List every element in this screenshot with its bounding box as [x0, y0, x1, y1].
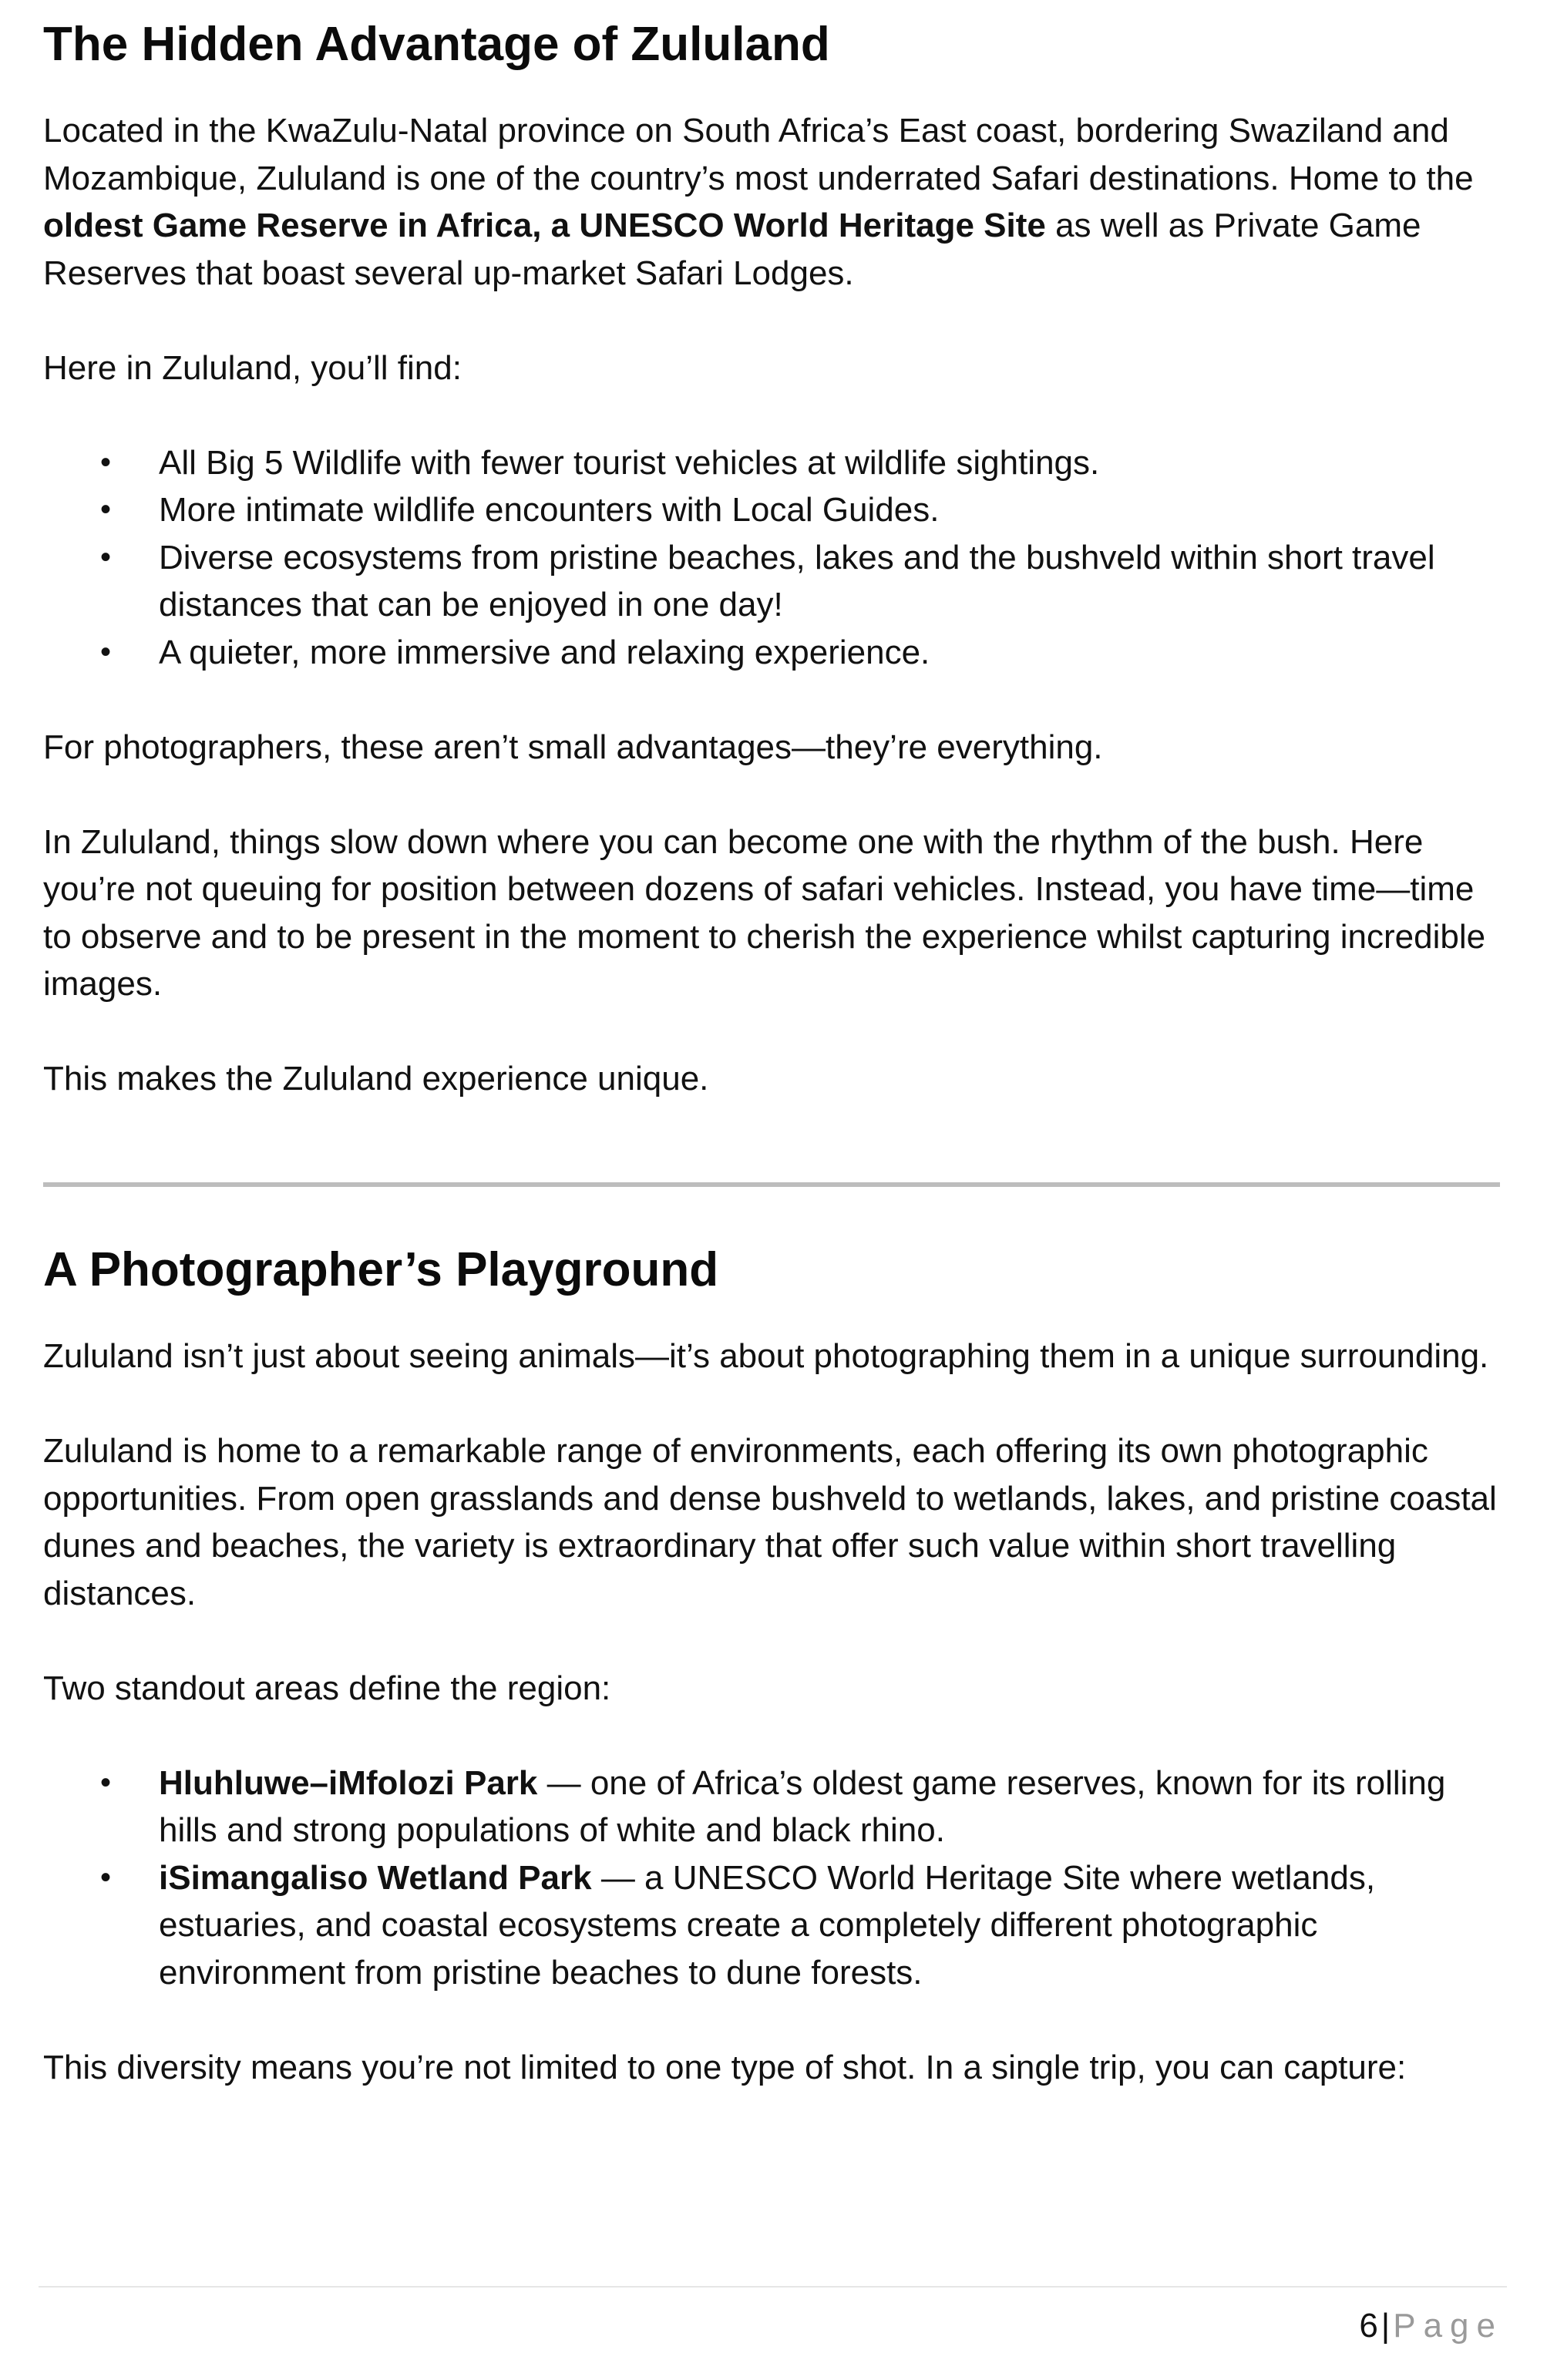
intro-bold-text: oldest Game Reserve in Africa, a UNESCO World Heritage Site — [43, 207, 1046, 244]
intro-text: Located in the KwaZulu-Natal province on South Africa’s East coast, bordering Swaziland and Mozambique, Zululand is one of the country’s most underrated Safari destinations. Home to the — [43, 112, 1474, 197]
section-title: A Photographer’s Playground — [43, 1243, 719, 1296]
unique-paragraph: This makes the Zululand experience unique. — [43, 1060, 709, 1098]
list-item — [43, 439, 1508, 487]
footer-divider — [39, 2286, 1507, 2288]
area-name: Hluhluwe–iMfolozi Park — [159, 1763, 538, 1802]
list-item — [43, 1760, 1508, 1854]
area-description: — a UNESCO World Heritage Site where wetlands, estuaries, and coastal ecosystems create a completely different photographic environment from pristine beaches to dune forests. — [159, 1858, 1376, 1992]
page-label: Page — [1393, 2307, 1503, 2345]
playground-paragraph-2: Zululand is home to a remarkable range of environments, each offering its own photographic opportunities. From open grasslands and dense bushveld to wetlands, lakes, and pristine coastal dunes and beaches, the variety is extraordinary that offer such value within short travelling distances. — [43, 1432, 1497, 1612]
areas-lead: Two standout areas define the region: — [43, 1669, 611, 1707]
section-hidden-advantage — [43, 12, 1508, 1103]
page-footer — [1359, 2304, 1503, 2348]
intro-text-end: as well as Private Game Reserves that boast several up-market Safari Lodges. — [43, 207, 1421, 292]
slow-down-paragraph: In Zululand, things slow down where you can become one with the rhythm of the bush. Here you’re not queuing for position between dozens of safari vehicles. Instead, you have time—time to observe and to be present in the moment to cherish the experience whilst capturing incredible images. — [43, 822, 1486, 1003]
intro-paragraph — [43, 107, 1508, 297]
list-item — [43, 486, 1508, 534]
playground-paragraph-1: Zululand isn’t just about seeing animals—it’s about photographing them in a unique surrounding. — [43, 1337, 1489, 1375]
section-photographers-playground — [43, 1238, 1508, 2091]
bullet-icon: • — [100, 1860, 112, 1894]
list-item — [43, 629, 1508, 677]
bullet-icon: • — [100, 540, 112, 574]
list-item-text: A quieter, more immersive and relaxing experience. — [159, 633, 930, 671]
bullet-icon: • — [100, 492, 112, 526]
list-item-text: More intimate wildlife encounters with Local Guides. — [159, 491, 940, 529]
bullet-icon: • — [100, 634, 112, 669]
list-item — [43, 534, 1508, 629]
list-item-text: Diverse ecosystems from pristine beaches, lakes and the bushveld within short travel distances that can be enjoyed in one day! — [159, 538, 1435, 624]
list-item — [43, 1854, 1508, 1997]
bullet-icon: • — [100, 445, 112, 479]
find-lead: Here in Zululand, you’ll find: — [43, 348, 462, 387]
list-item-text: All Big 5 Wildlife with fewer tourist vehicles at wildlife sightings. — [159, 443, 1100, 482]
section-divider — [43, 1182, 1500, 1187]
area-name: iSimangaliso Wetland Park — [159, 1858, 592, 1897]
advantages-list — [43, 439, 1508, 677]
closing-paragraph: This diversity means you’re not limited to one type of shot. In a single trip, you can capture: — [43, 2048, 1407, 2086]
area-description: — one of Africa’s oldest game reserves, known for its rolling hills and strong populations of white and black rhino. — [159, 1763, 1446, 1849]
page-number: 6 — [1359, 2307, 1378, 2345]
section-title: The Hidden Advantage of Zululand — [43, 18, 830, 71]
photographers-paragraph: For photographers, these aren’t small advantages—they’re everything. — [43, 728, 1103, 766]
areas-list — [43, 1760, 1508, 1997]
bullet-icon: • — [100, 1765, 112, 1800]
footer-separator: | — [1381, 2307, 1391, 2345]
